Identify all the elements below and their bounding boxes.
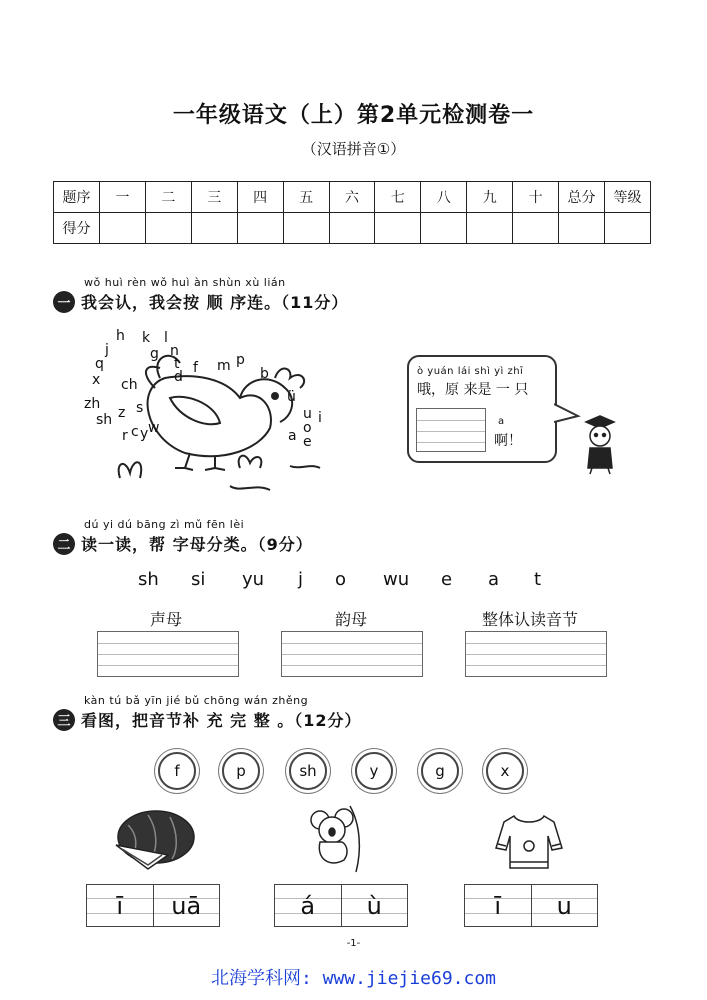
bubble-pinyin: ò yuán lái shì yì zhī bbox=[417, 366, 524, 377]
letter-label: l bbox=[164, 330, 168, 346]
letter-label: b bbox=[260, 366, 269, 382]
chicken-leg-right bbox=[205, 456, 225, 470]
chicken-body bbox=[148, 376, 271, 456]
score-col: 八 bbox=[421, 182, 467, 213]
section1-badge: 一 bbox=[53, 291, 75, 313]
syllable: si bbox=[191, 569, 206, 590]
answer-lines-whole-syllables[interactable] bbox=[465, 631, 607, 677]
letter-label: j bbox=[105, 342, 109, 358]
koala-illustration bbox=[300, 804, 380, 874]
section2-pinyin: dú yi dú bāng zì mǔ fēn lèi bbox=[84, 518, 245, 531]
grass-right bbox=[239, 456, 262, 468]
score-col: 等级 bbox=[604, 182, 650, 213]
letter-label: f bbox=[193, 360, 198, 376]
page-subtitle: （汉语拼音①） bbox=[301, 140, 406, 158]
chicken-comb bbox=[275, 369, 304, 388]
answer-lines-finals[interactable] bbox=[281, 631, 423, 677]
score-table-score-row bbox=[54, 213, 651, 244]
letter-label: o bbox=[303, 420, 312, 436]
chicken-head bbox=[240, 379, 292, 422]
syllable: j bbox=[298, 569, 304, 590]
category-label-finals: 韵母 bbox=[335, 610, 368, 629]
letter-label: u bbox=[303, 406, 312, 422]
score-cell[interactable] bbox=[283, 213, 329, 244]
syllable: e bbox=[441, 569, 453, 590]
letter-label: g bbox=[150, 346, 159, 362]
letter-label: c bbox=[131, 424, 139, 440]
section3-text: 看图，把音节补 充 完 整 。（12分） bbox=[81, 711, 362, 730]
letter-label: i bbox=[318, 410, 322, 426]
section2-text: 读一读，帮 字母分类。（9分） bbox=[81, 535, 313, 554]
answer-final: ù bbox=[366, 891, 382, 920]
score-col: 四 bbox=[237, 182, 283, 213]
answer-final: u bbox=[556, 891, 572, 920]
letter-label: q bbox=[95, 356, 104, 372]
answer-box-sweater[interactable] bbox=[464, 884, 598, 927]
score-table bbox=[53, 181, 651, 244]
letter-label: e bbox=[303, 434, 312, 450]
score-col: 五 bbox=[283, 182, 329, 213]
flower-letter: f bbox=[158, 752, 196, 790]
score-cell[interactable] bbox=[375, 213, 421, 244]
letter-label: ü bbox=[287, 389, 296, 405]
score-col: 九 bbox=[467, 182, 513, 213]
letter-label: m bbox=[217, 358, 231, 374]
chicken-illustration bbox=[75, 318, 355, 498]
answer-box-koala[interactable] bbox=[274, 884, 408, 927]
section3-pinyin: kàn tú bǎ yīn jié bǔ chōng wán zhěng bbox=[84, 694, 309, 707]
bubble-answer-lines[interactable] bbox=[416, 408, 486, 452]
chicken-leg-left bbox=[175, 453, 193, 470]
letter-label: h bbox=[116, 328, 125, 344]
score-table-header-row bbox=[54, 182, 651, 213]
section3-badge: 三 bbox=[53, 709, 75, 731]
answer-cell[interactable] bbox=[465, 885, 532, 926]
bubble-text: 哦，原 来是 一 只 bbox=[417, 382, 529, 398]
score-cell[interactable] bbox=[145, 213, 191, 244]
category-label-initials: 声母 bbox=[150, 610, 183, 629]
answer-box-watermelon[interactable] bbox=[86, 884, 220, 927]
answer-cell[interactable] bbox=[87, 885, 154, 926]
score-cell[interactable] bbox=[559, 213, 605, 244]
letter-label: k bbox=[142, 330, 151, 346]
score-cell[interactable] bbox=[421, 213, 467, 244]
flower-letter: g bbox=[421, 752, 459, 790]
monkey-graduate-illustration bbox=[576, 414, 622, 476]
watermelon-illustration bbox=[108, 805, 198, 875]
sweater-illustration bbox=[494, 812, 564, 872]
flower-letter: x bbox=[486, 752, 524, 790]
letter-label: ch bbox=[121, 377, 138, 393]
score-cell[interactable] bbox=[329, 213, 375, 244]
answer-cell[interactable] bbox=[342, 885, 408, 926]
syllable: o bbox=[335, 569, 347, 590]
letter-label: d bbox=[174, 369, 183, 385]
section2-heading bbox=[53, 532, 313, 555]
letter-label: zh bbox=[84, 396, 101, 412]
answer-cell[interactable] bbox=[154, 885, 220, 926]
score-cell[interactable] bbox=[191, 213, 237, 244]
bubble-pinyin-a: a bbox=[498, 416, 505, 427]
score-col: 一 bbox=[100, 182, 146, 213]
answer-final: uā bbox=[171, 891, 202, 920]
syllable: yu bbox=[242, 569, 265, 590]
score-cell[interactable] bbox=[467, 213, 513, 244]
syllable: sh bbox=[138, 569, 159, 590]
answer-final: ī bbox=[116, 891, 124, 920]
worm-left bbox=[230, 486, 270, 490]
score-cell[interactable] bbox=[513, 213, 559, 244]
bubble-text-a: 啊！ bbox=[494, 433, 522, 449]
letter-label: sh bbox=[96, 412, 113, 428]
score-cell[interactable] bbox=[237, 213, 283, 244]
letter-label: z bbox=[118, 405, 126, 421]
syllable: t bbox=[534, 569, 542, 590]
worm-right bbox=[290, 466, 320, 468]
category-label-whole-syllables: 整体认读音节 bbox=[482, 610, 579, 629]
footer-watermark: 北海学科网: www.jiejie69.com bbox=[210, 968, 497, 989]
score-cell[interactable] bbox=[100, 213, 146, 244]
score-col: 十 bbox=[513, 182, 559, 213]
chicken-eye bbox=[272, 393, 278, 399]
page-title: 一年级语文（上）第2单元检测卷一 bbox=[172, 103, 535, 128]
answer-final: ī bbox=[494, 891, 502, 920]
letter-label: y bbox=[140, 426, 149, 442]
letter-label: x bbox=[92, 372, 101, 388]
letter-label: n bbox=[170, 343, 179, 359]
syllable: wu bbox=[383, 569, 410, 590]
grass-left bbox=[119, 462, 142, 478]
section1-heading bbox=[53, 290, 348, 313]
answer-final: á bbox=[300, 891, 316, 920]
answer-cell[interactable] bbox=[532, 885, 598, 926]
section1-text: 我会认，我会按 顺 序连。（11分） bbox=[81, 293, 349, 312]
letter-label: p bbox=[236, 352, 245, 368]
score-col: 总分 bbox=[559, 182, 605, 213]
letter-label: t bbox=[174, 356, 180, 372]
score-col: 六 bbox=[329, 182, 375, 213]
answer-cell[interactable] bbox=[275, 885, 342, 926]
flower-letter: p bbox=[222, 752, 260, 790]
letter-label: s bbox=[136, 400, 144, 416]
syllable: a bbox=[488, 569, 500, 590]
score-col: 二 bbox=[145, 182, 191, 213]
score-col: 七 bbox=[375, 182, 421, 213]
letter-label: w bbox=[148, 420, 160, 436]
flower-letter: y bbox=[355, 752, 393, 790]
score-cell[interactable] bbox=[604, 213, 650, 244]
letter-label: r bbox=[122, 428, 128, 444]
answer-lines-initials[interactable] bbox=[97, 631, 239, 677]
section2-badge: 二 bbox=[53, 533, 75, 555]
section3-heading bbox=[53, 708, 362, 731]
score-col: 三 bbox=[191, 182, 237, 213]
page-number: -1- bbox=[346, 938, 361, 949]
flower-letter: sh bbox=[289, 752, 327, 790]
chicken-wing bbox=[170, 397, 220, 425]
letter-label: a bbox=[288, 428, 297, 444]
score-table-row-label: 得分 bbox=[54, 213, 100, 244]
section1-pinyin: wǒ huì rèn wǒ huì àn shùn xù lián bbox=[84, 276, 286, 289]
score-table-row-label: 题序 bbox=[54, 182, 100, 213]
